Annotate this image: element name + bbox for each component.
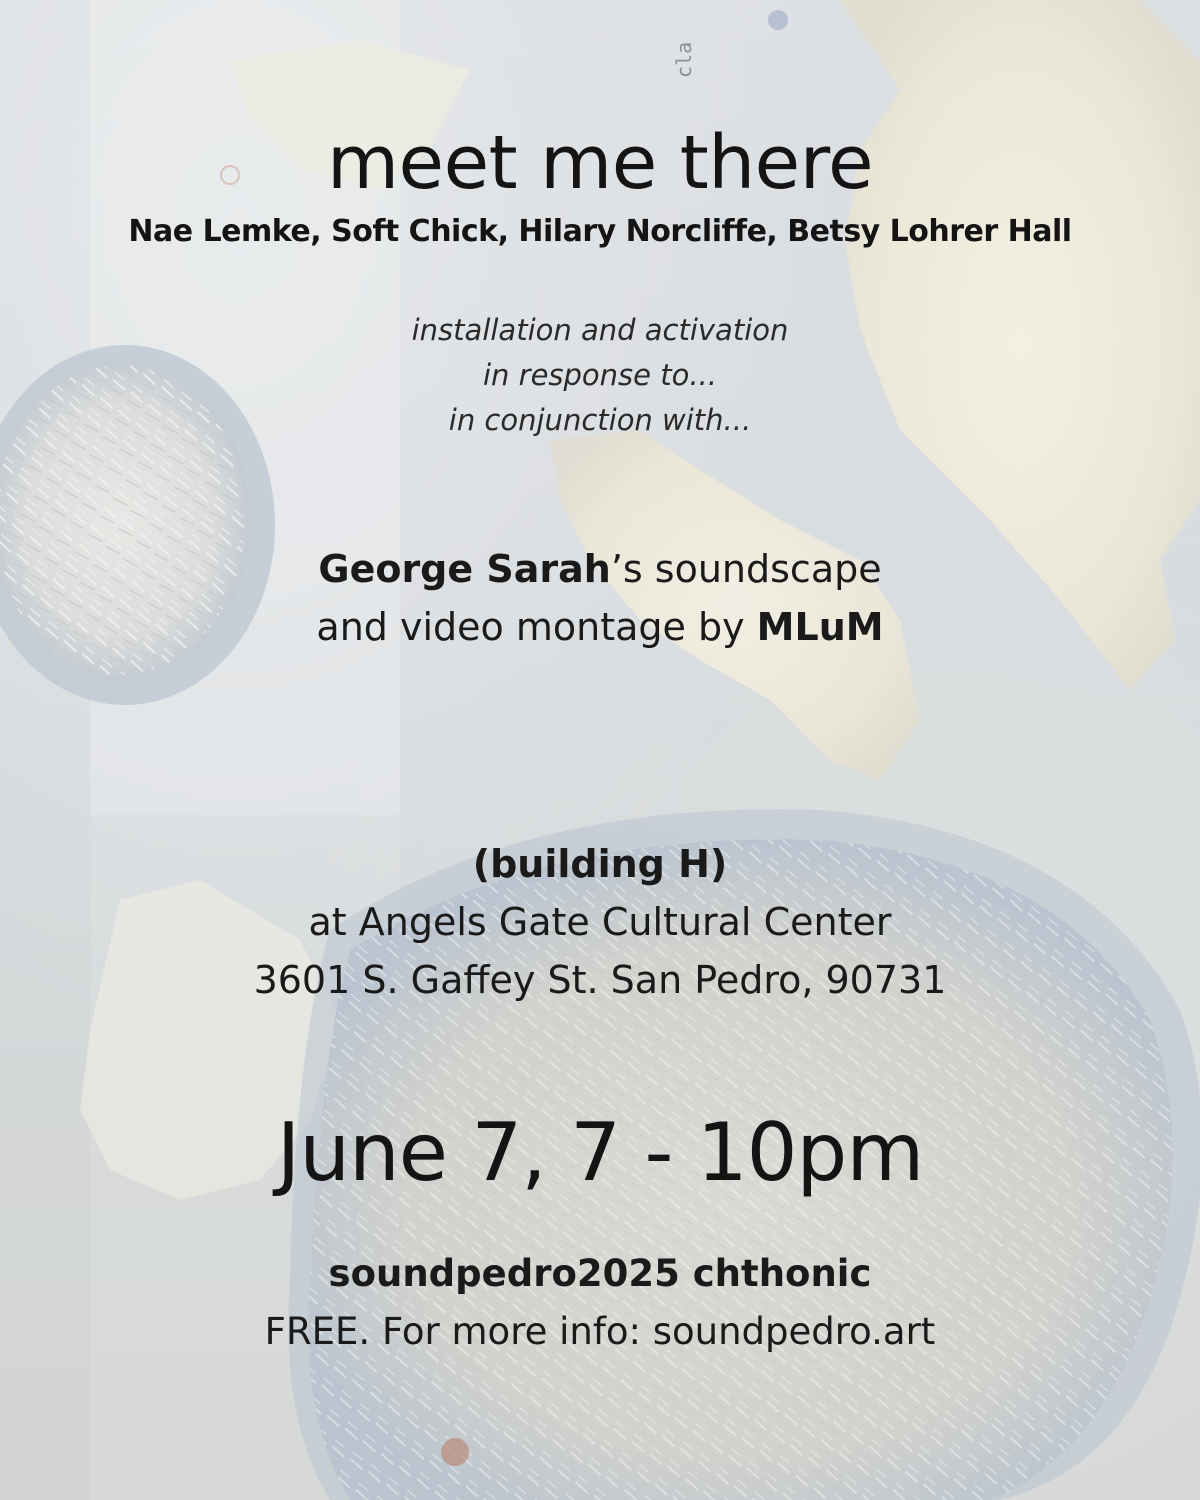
info-line: FREE. For more info: soundpedro.art: [264, 1310, 936, 1353]
soundscape-credit: [0, 540, 1200, 656]
building-label: (building H): [472, 842, 728, 886]
venue-name: at Angels Gate Cultural Center: [308, 900, 892, 944]
video-artist-name: MLuM: [756, 605, 884, 649]
venue-info: [0, 835, 1200, 1009]
background-fragment-text: cla: [672, 41, 696, 78]
artist-list: Nae Lemke, Soft Chick, Hilary Norcliffe, Betsy Lohrer Hall: [128, 214, 1072, 249]
description-line: installation and activation: [411, 313, 789, 347]
event-date-time: June 7, 7 - 10pm: [276, 1106, 924, 1199]
composer-name: George Sarah: [318, 547, 611, 591]
soundscape-line: [0, 540, 1200, 598]
footer-info: [0, 1245, 1200, 1361]
video-prefix: and video montage by: [316, 605, 757, 649]
description-line: in conjunction with...: [448, 403, 752, 437]
description: [0, 308, 1200, 443]
poster-title: meet me there: [326, 120, 874, 206]
festival-name: soundpedro2025 chthonic: [328, 1252, 872, 1295]
video-line: [0, 598, 1200, 656]
venue-address: 3601 S. Gaffey St. San Pedro, 90731: [253, 958, 947, 1002]
description-line: in response to...: [483, 358, 717, 392]
composer-suffix: ’s soundscape: [610, 547, 882, 591]
